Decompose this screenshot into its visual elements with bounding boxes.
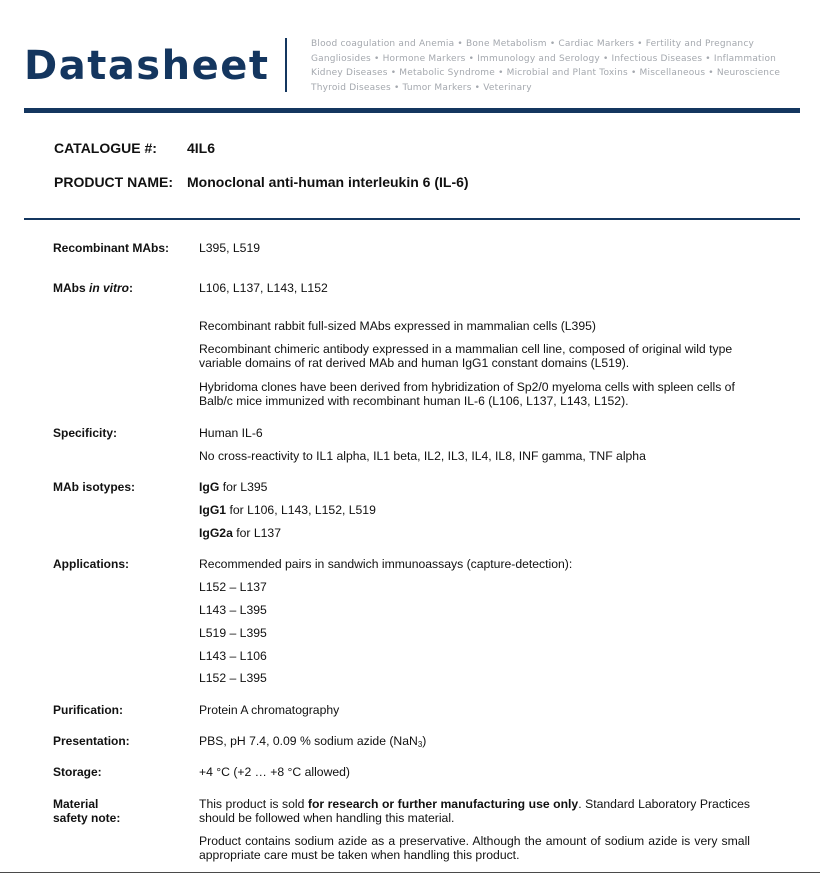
description-paragraph: Hybridoma clones have been derived from hybridization of Sp2/0 myeloma cells with spleen cells of Balb/c mice immunized with recombinant human IL-6 (L106, L137, L143, L152). [199, 380, 735, 408]
antibody-pair: L143 – L106 [199, 649, 267, 663]
recombinant-mabs-value: L395, L519 [199, 241, 260, 255]
datasheet-header [0, 0, 820, 115]
specificity-value: Human IL-6 [199, 426, 263, 440]
antibody-pair: L519 – L395 [199, 626, 267, 640]
presentation-label: Presentation: [53, 734, 130, 748]
description-paragraph: Recombinant chimeric antibody expressed in a mammalian cell line, composed of original wild type variable domains of rat derived MAb and human IgG1 constant domains (L519). [199, 342, 733, 370]
mabs-in-vitro-value: L106, L137, L143, L152 [199, 281, 328, 295]
header-rule [24, 108, 800, 113]
datasheet-logo: Datasheet [24, 43, 270, 89]
description-paragraph: Recombinant rabbit full-sized MAbs expressed in mammalian cells (L395) [199, 319, 596, 333]
specificity-value: No cross-reactivity to IL1 alpha, IL1 beta, IL2, IL3, IL4, IL8, INF gamma, TNF alpha [199, 449, 646, 463]
azide-warning: Product contains sodium azide as a preservative. Although the amount of sodium azide is very small appropriate care must be taken when handling this product. [199, 834, 750, 862]
header-divider [285, 38, 287, 92]
catalogue-number: 4IL6 [187, 140, 216, 156]
recombinant-mabs-label: Recombinant MAbs: [53, 241, 170, 255]
isotype-item: IgG1 for L106, L143, L152, L519 [199, 503, 376, 517]
antibody-pair: L152 – L137 [199, 580, 267, 594]
isotype-item: IgG for L395 [199, 480, 268, 494]
mabs-in-vitro-label: MAbs in vitro: [53, 281, 134, 295]
isotypes-label: MAb isotypes: [53, 480, 136, 494]
product-name-label: PRODUCT NAME: [54, 174, 173, 190]
storage-label: Storage: [53, 765, 102, 779]
purification-label: Purification: [53, 703, 124, 717]
applications-intro: Recommended pairs in sandwich immunoassays (capture-detection): [199, 557, 573, 571]
applications-label: Applications: [53, 557, 130, 571]
storage-value: +4 °C (+2 … +8 °C allowed) [199, 765, 350, 779]
presentation-value: PBS, pH 7.4, 0.09 % sodium azide (NaN$_3$) [199, 734, 427, 749]
antibody-pair: L152 – L395 [199, 671, 267, 685]
product-name: Monoclonal anti-human interleukin 6 (IL-6) [187, 174, 469, 190]
section-rule [24, 218, 800, 220]
safety-label: Material safety note: [53, 797, 121, 825]
page-bottom-rule [0, 872, 820, 873]
purification-value: Protein A chromatography [199, 703, 340, 717]
topic-list: Blood coagulation and Anemia • Bone Metabolism • Cardiac Markers • Fertility and Pregnancy Gangliosides • Hormone Markers • Immunology and Serology • Infectious Diseases • Inflammation Kidney Diseases • Metabolic Syndrome • Microbial and Plant Toxins • Miscellaneous • Neuroscience Thyroid Diseases • Tumor Markers • Veterinary [311, 39, 781, 93]
isotype-item: IgG2a for L137 [199, 526, 281, 540]
catalogue-label: CATALOGUE #: [54, 140, 157, 156]
safety-note: This product is sold for research or further manufacturing use only. Standard Laboratory Practices should be followed when handling this material. [199, 797, 750, 825]
specificity-label: Specificity: [53, 426, 118, 440]
antibody-pair: L143 – L395 [199, 603, 267, 617]
